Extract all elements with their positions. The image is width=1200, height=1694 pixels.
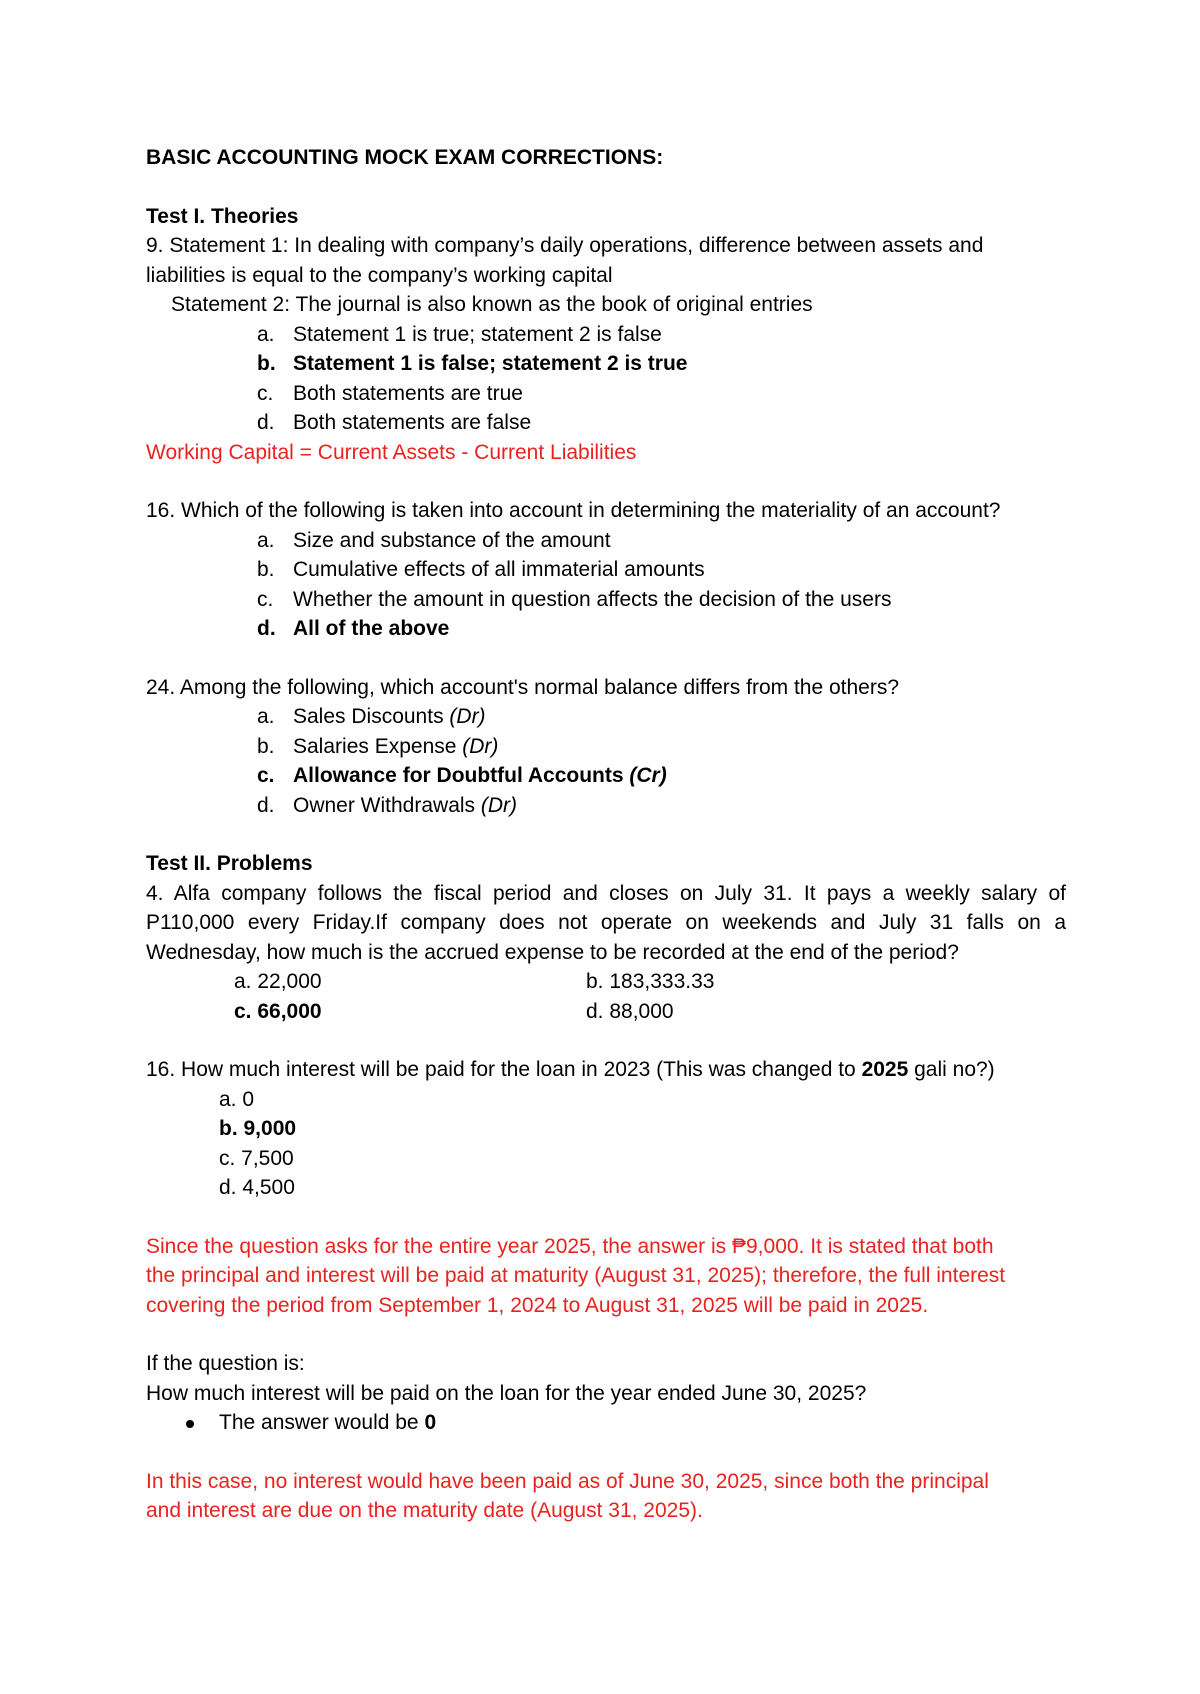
q24-option-c-correct: c. Allowance for Doubtful Accounts (Cr) [257, 764, 667, 787]
q4-option-c-correct: c. 66,000 [234, 999, 322, 1023]
alt-answer: The answer would be 0 [146, 1408, 1066, 1438]
q16-theory-option-d-correct: d. All of the above [257, 617, 450, 640]
alt-explanation: In this case, no interest would have been paid as of June 30, 2025, since both the principal and interest are due on the maturity date (August 31, 2025). [146, 1469, 989, 1522]
q4-options-row1 [146, 967, 1066, 997]
q16-explanation: Since the question asks for the entire year 2025, the answer is ₱9,000. It is stated that both the principal and interest will be paid at maturity (August 31, 2025); therefore, the full interest covering the period from September 1, 2024 to August 31, 2025 will be paid in 2025. [146, 1234, 1006, 1317]
q16-problem-option-c: c. 7,500 [219, 1146, 294, 1170]
alt-question: How much interest will be paid on the loan for the year ended June 30, 2025? [146, 1381, 867, 1405]
q16-problem-option-b-correct: b. 9,000 [219, 1117, 297, 1140]
q4-line2: P110,000 every Friday.If company does not operate on weekends and July 31 falls on a [146, 911, 1066, 934]
q4-option-b: b. 183,333.33 [586, 970, 715, 993]
q9-line2: liabilities is equal to the company’s working capital [146, 263, 613, 287]
q9-options [146, 320, 1066, 438]
q24-text: 24. Among the following, which account's normal balance differs from the others? [146, 675, 900, 699]
q4-options-row2 [146, 997, 1066, 1027]
question-16-theory [146, 496, 1066, 644]
test2-heading: Test II. Problems [146, 852, 313, 875]
q24-option-b: b. Salaries Expense (Dr) [257, 734, 499, 758]
q16-theory-option-a: a. Size and substance of the amount [257, 528, 611, 552]
q24-option-d: d. Owner Withdrawals (Dr) [257, 793, 518, 817]
q24-option-a: a. Sales Discounts (Dr) [257, 705, 486, 728]
alt-question-intro: If the question is: [146, 1352, 305, 1375]
q9-option-a: a. Statement 1 is true; statement 2 is false [257, 322, 662, 346]
q4-option-a: a. 22,000 [234, 970, 322, 993]
q16-theory-text: 16. Which of the following is taken into account in determining the materiality of an account? [146, 499, 1001, 522]
question-4-problem [146, 879, 1066, 1027]
q16-theory-option-c: c. Whether the amount in question affects the decision of the users [257, 587, 892, 611]
q9-option-c: c. Both statements are true [257, 381, 523, 405]
q9-statement2: Statement 2: The journal is also known as the book of original entries [171, 293, 813, 316]
q9-note: Working Capital = Current Assets - Current Liabilities [146, 440, 637, 464]
bullet-icon [186, 1420, 194, 1428]
q16-problem-text: 16. How much interest will be paid for the loan in 2023 (This was changed to 2025 gali no?) [146, 1058, 995, 1081]
q4-option-d: d. 88,000 [586, 999, 674, 1023]
question-9 [146, 231, 1066, 467]
document-title: BASIC ACCOUNTING MOCK EXAM CORRECTIONS: [146, 146, 664, 169]
q9-option-d: d. Both statements are false [257, 411, 532, 434]
q24-options [146, 702, 1066, 820]
q4-line1: 4. Alfa company follows the fiscal period and closes on July 31. It pays a weekly salary of [146, 881, 1066, 905]
q9-line1: 9. Statement 1: In dealing with company’s daily operations, difference between assets and [146, 234, 984, 257]
q16-theory-options [146, 526, 1066, 644]
q16-theory-option-b: b. Cumulative effects of all immaterial amounts [257, 558, 705, 581]
q16-problem-option-d: d. 4,500 [219, 1176, 295, 1199]
question-16-problem [146, 1055, 1066, 1526]
test1-heading: Test I. Theories [146, 204, 299, 228]
question-24 [146, 673, 1066, 821]
q16-problem-option-a: a. 0 [219, 1087, 255, 1111]
q4-line3: Wednesday, how much is the accrued expense to be recorded at the end of the period? [146, 940, 959, 964]
q9-option-b-correct: b. Statement 1 is false; statement 2 is true [257, 352, 688, 375]
